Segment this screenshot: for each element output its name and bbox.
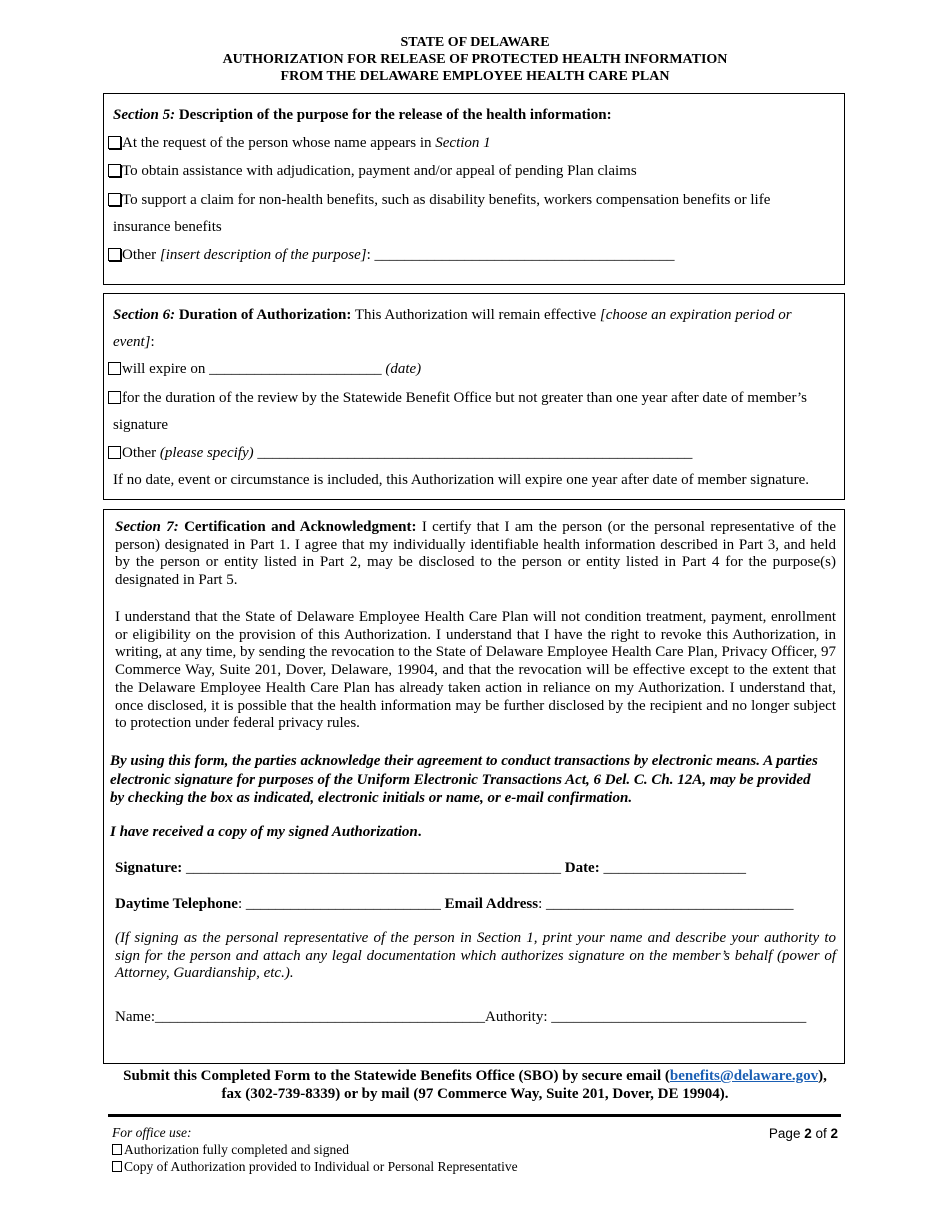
specify-blank[interactable]: __________________________________________________________ xyxy=(253,445,693,461)
header-line-1: STATE OF DELAWARE xyxy=(400,35,550,50)
section-5-box xyxy=(103,93,845,285)
submit-line-1: Submit this Completed Form to the Statewide Benefits Office (SBO) by secure email (benefits@delaware.gov), xyxy=(123,1068,827,1084)
submit-line-2: fax (302-739-8339) or by mail (97 Commerce Way, Suite 201, Dover, DE 19904). xyxy=(221,1086,729,1102)
section-5-heading: Section 5: Description of the purpose for the release of the health information: xyxy=(113,107,612,123)
personal-representative-note: (If signing as the personal representative of the person in Section 1, print your name and describe your authority to sign for the person and attach any legal documentation which authorizes signature on the member’s behalf (power of Attorney, Guardianship, etc.). xyxy=(115,930,836,982)
date-field[interactable]: ___________________ xyxy=(599,860,746,876)
section-5-option-2: To obtain assistance with adjudication, payment and/or appeal of pending Plan claims xyxy=(104,162,844,180)
email-field[interactable]: : _________________________________ xyxy=(538,896,794,912)
checkbox[interactable] xyxy=(108,362,121,375)
section-7-para-2: I understand that the State of Delaware Employee Health Care Plan will not condition treatment, payment, enrollment or eligibility on the provision of this Authorization. I understand that I have the right to revoke this Authorization, in writing, at any time, by sending the revocation to the State of Delaware Employee Health Care Plan, Privacy Officer, 97 Commerce Way, Suite 201, Dover, Delaware, 19904, and that the revocation will be effective except to the extent that the Delaware Employee Health Care Plan has already taken action in reliance on my Authorization. I understand that, once disclosed, it is possible that the health information may be further disclosed by the recipient and no longer subject to protection under federal privacy rules. xyxy=(115,609,836,732)
purpose-blank[interactable]: : ________________________________________ xyxy=(366,247,675,263)
contact-row: Daytime Telephone: __________________________ Email Address: _________________________________ xyxy=(115,896,794,912)
checkbox[interactable] xyxy=(108,446,121,459)
signature-row: Signature: __________________________________________________ Date: ___________________ xyxy=(115,860,746,876)
name-authority-row: Name:____________________________________________Authority: __________________________________ xyxy=(115,1009,807,1025)
section-6-box xyxy=(103,293,845,500)
submit-instructions xyxy=(0,1067,950,1103)
checkbox[interactable] xyxy=(108,391,121,404)
telephone-field[interactable]: : __________________________ xyxy=(237,896,445,912)
section-5-option-4: Other [insert description of the purpose]: ________________________________________ xyxy=(104,246,844,264)
section-5-option-3-cont: insurance benefits xyxy=(113,219,222,235)
checkbox[interactable] xyxy=(108,164,121,177)
section-6-default-note: If no date, event or circumstance is included, this Authorization will expire one year after date of member signature. xyxy=(113,472,809,488)
electronic-signature-notice: By using this form, the parties acknowledge their agreement to conduct transactions by electronic means. A parties electronic signature for purposes of the Uniform Electronic Transactions Act, 6 Del. C. Ch. 12A, may be provided by checking the box as indicated, electronic initials or name, or e-mail confirmation. xyxy=(110,753,818,806)
section-7-box xyxy=(103,509,845,1064)
section-6-heading-cont: event]: xyxy=(113,334,155,350)
section-6-option-1: will expire on _______________________ (date) xyxy=(104,360,844,378)
email-link[interactable]: benefits@delaware.gov xyxy=(669,1068,819,1084)
authority-field[interactable]: __________________________________ xyxy=(547,1009,807,1025)
checkbox[interactable] xyxy=(112,1161,122,1172)
section-6-option-3: Other (please specify) __________________________________________________________ xyxy=(104,444,844,462)
section-6-option-2: for the duration of the review by the Statewide Benefit Office but not greater than one year after date of member’s xyxy=(104,389,844,407)
checkbox[interactable] xyxy=(112,1144,122,1155)
name-field[interactable]: ____________________________________________ xyxy=(154,1009,485,1025)
checkbox[interactable] xyxy=(108,193,121,206)
header-line-3: FROM THE DELAWARE EMPLOYEE HEALTH CARE PLAN xyxy=(280,69,670,84)
divider xyxy=(108,1114,841,1117)
section-6-heading: Section 6: Duration of Authorization: This Authorization will remain effective [choose an expiration period or xyxy=(113,307,792,323)
section-6-option-2-cont: signature xyxy=(113,417,168,433)
office-use-item-1: Authorization fully completed and signed xyxy=(112,1141,349,1158)
section-7-para-1: Section 7: Certification and Acknowledgment: I certify that I am the person (or the personal representative of the person) designated in Part 1. I agree that my individually identifiable health information described in Part 3, and held by the person or entity listed in Part 2, may be disclosed to the person or entity listed in Part 4 for the purpose(s) designated in Part 5. xyxy=(115,519,836,589)
checkbox[interactable] xyxy=(108,248,121,261)
office-use-title: For office use: xyxy=(112,1125,192,1140)
checkbox[interactable] xyxy=(108,136,121,149)
section-5-option-1: At the request of the person whose name appears in Section 1 xyxy=(104,134,844,152)
signature-field[interactable]: __________________________________________________ xyxy=(182,860,565,876)
section-5-option-3: To support a claim for non-health benefits, such as disability benefits, workers compensation benefits or life xyxy=(104,191,844,209)
form-header xyxy=(0,34,950,85)
header-line-2: AUTHORIZATION FOR RELEASE OF PROTECTED HEALTH INFORMATION xyxy=(222,52,728,67)
page-number: Page 2 of 2 xyxy=(768,1126,838,1141)
office-use-item-2: Copy of Authorization provided to Individual or Personal Representative xyxy=(112,1158,518,1175)
received-copy-statement: I have received a copy of my signed Authorization. xyxy=(110,824,422,840)
